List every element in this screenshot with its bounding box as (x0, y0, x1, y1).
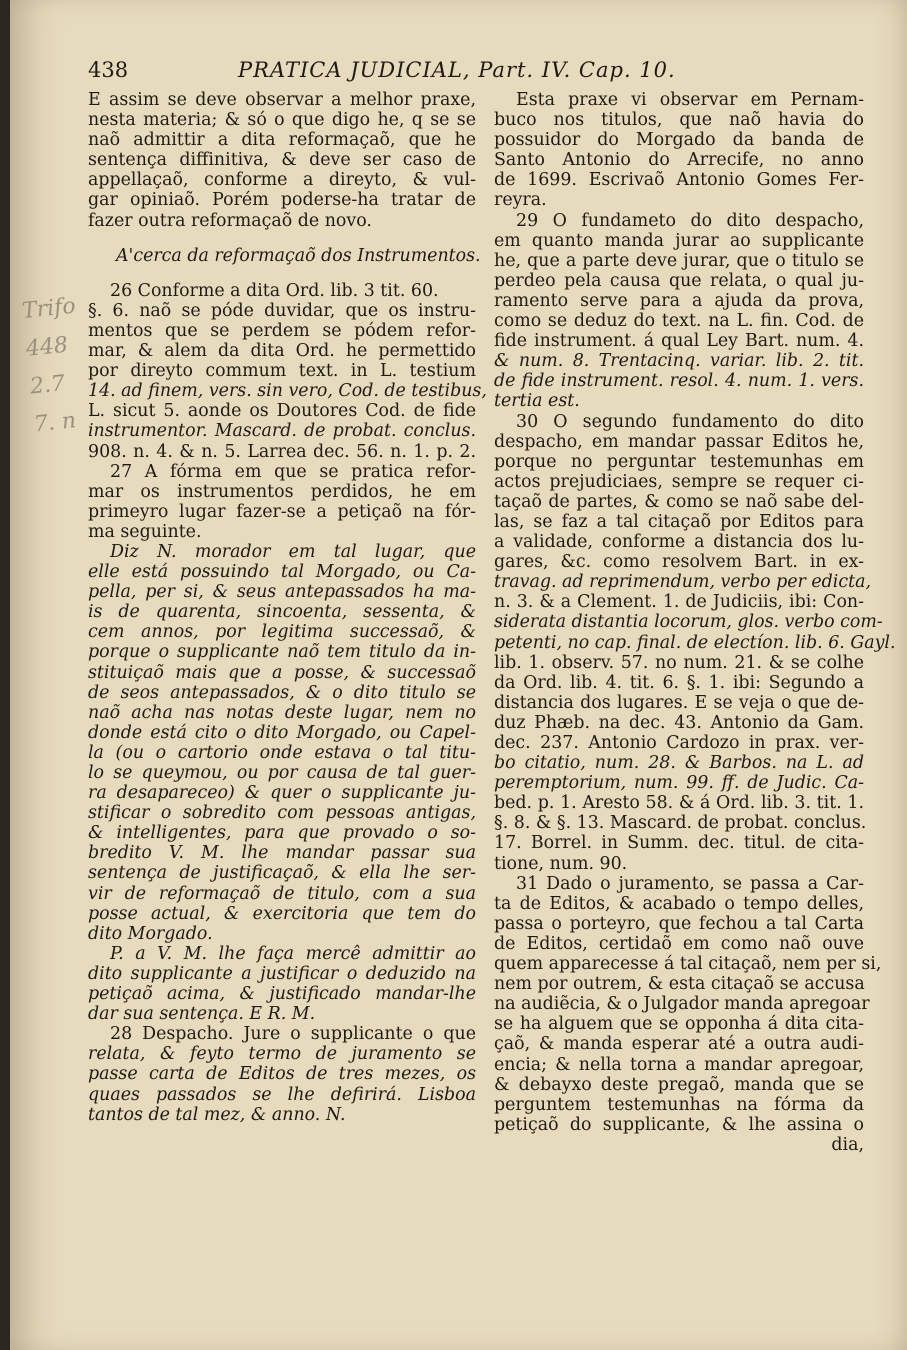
paragraph-gap (88, 231, 476, 246)
text-line: ta de Editos, & acabado o tempo delles, (494, 893, 864, 914)
text-line: 17. Borrel. in Summ. dec. titul. de cita- (494, 833, 864, 854)
text-line: buco nos titulos, que naõ havia do (494, 110, 864, 131)
text-line: 29 O fundameto do dito despacho, (516, 210, 864, 231)
text-line: 31 Dado o juramento, se passa a Car- (516, 873, 864, 894)
text-line: actos prejudiciaes, sempre se requer ci- (494, 471, 864, 492)
text-line: de Editos, certidaõ em como naõ ouve (494, 933, 864, 954)
text-line: petiçaõ acima, & justificado mandar-lhe (88, 984, 476, 1005)
text-line: 27 A fórma em que se pratica refor- (110, 461, 476, 482)
text-line: stituiçaõ mais que a posse, & successaõ (88, 662, 476, 683)
text-line: petiçaõ do supplicante, & lhe assina o (494, 1114, 864, 1135)
text-line: peremptorium, num. 99. ff. de Judic. Ca- (494, 773, 864, 794)
text-line: reyra. (494, 190, 547, 211)
text-line: ramento serve para a ajuda da prova, (494, 290, 864, 311)
text-line: elle está possuindo tal Morgado, ou Ca- (88, 562, 476, 583)
text-line: se ha alguem que se opponha á dita cita- (494, 1014, 864, 1035)
text-line: A'cerca da reformaçaõ dos Instrumentos. (116, 245, 481, 266)
text-line: §. 8. & §. 13. Mascard. de probat. conclus. (494, 813, 867, 834)
text-line: dar sua sentença. E R. M. (88, 1004, 316, 1025)
text-line: dito supplicante a justificar o deduzido na (88, 963, 476, 984)
text-line: de fide instrument. resol. 4. num. 1. vers. (494, 371, 864, 392)
text-line: dia, (831, 1134, 864, 1155)
text-line: he, que a parte deve jurar, que o titulo se (494, 250, 864, 271)
text-line: §. 6. naõ se póde duvidar, que os instru- (88, 300, 476, 321)
text-line: dito Morgado. (88, 923, 213, 944)
text-line: vir de reformaçaõ de titulo, com a sua (88, 883, 476, 904)
text-line: donde está cito o dito Morgado, ou Capel- (88, 722, 476, 743)
text-line: appellaçaõ, conforme a direyto, & vul- (88, 170, 476, 191)
text-line: porque o supplicante naõ tem titulo da in- (88, 642, 476, 663)
text-line: & debayxo deste pregaõ, manda que se (494, 1074, 864, 1095)
margin-note: 7. n (32, 408, 78, 438)
text-line: da Ord. lib. 4. tit. 6. §. 1. ibi: Segundo a (494, 672, 864, 693)
text-line: mar os instrumentos perdidos, he em (88, 481, 476, 502)
margin-note: 448 (24, 332, 70, 362)
text-line: 14. ad finem, vers. sin vero, Cod. de testibus, (88, 381, 487, 402)
text-line: cem annos, por legitima successaõ, & (88, 622, 476, 643)
text-line: 908. n. 4. & n. 5. Larrea dec. 56. n. 1. p. 2. (88, 441, 476, 462)
running-title: PRATICA JUDICIAL, Part. IV. Cap. 10. (238, 58, 676, 82)
text-line: porque no perguntar testemunhas em (494, 451, 864, 472)
text-line: tantos de tal mez, & anno. N. (88, 1104, 346, 1125)
text-line: quem apparecesse á tal citaçaõ, nem per si, (494, 954, 882, 975)
right-text-column (494, 90, 896, 1155)
text-line: posse actual, & exercitoria que tem do (88, 903, 476, 924)
text-line: passa o porteyro, que fechou a tal Carta (494, 913, 864, 934)
text-line: pella, per si, & seus antepassados ha ma- (88, 582, 476, 603)
text-line: perdeo pela causa que relata, o qual ju- (494, 270, 864, 291)
text-line: bed. p. 1. Aresto 58. & á Ord. lib. 3. tit. 1. (494, 793, 864, 814)
text-line: a validade, conforme a distancia dos lu- (494, 532, 864, 553)
text-line: E assim se deve observar a melhor praxe, (88, 90, 476, 110)
text-line: possuidor do Morgado da banda de (494, 130, 864, 151)
text-line: & intelligentes, para que provado o so- (88, 823, 476, 844)
text-line: stificar o sobredito com pessoas antigas, (88, 803, 476, 824)
text-line: naõ admittir a dita reformaçaõ, que he (88, 130, 476, 151)
text-line: despacho, em mandar passar Editos he, (494, 431, 864, 452)
text-line: Esta praxe vi observar em Pernam- (516, 90, 864, 110)
text-line: is de quarenta, sincoenta, sessenta, & (88, 602, 476, 623)
text-line: fazer outra reformaçaõ de novo. (88, 210, 372, 231)
text-line: bredito V. M. lhe mandar passar sua (88, 843, 476, 864)
page-header (88, 58, 868, 88)
text-line: lo se queymou, ou por causa de tal guer- (88, 763, 476, 783)
text-line: siderata distantia locorum, glos. verbo com- (494, 612, 883, 633)
text-line: relata, & feyto termo de juramento se (88, 1044, 476, 1065)
text-line: sentença diffinitiva, & deve ser caso de (88, 150, 476, 171)
text-line: mentos que se perdem se pódem refor- (88, 320, 476, 341)
text-line: primeyro lugar fazer-se a petiçaõ na fór- (88, 501, 476, 522)
text-line: petenti, no cap. final. de electíon. lib. 6. Gayl. (494, 632, 896, 653)
text-line: P. a V. M. lhe faça mercê admittir ao (110, 943, 476, 964)
text-line: passe carta de Editos de tres mezes, os (88, 1064, 476, 1085)
text-line: encia; & nella torna a mandar apregoar, (494, 1054, 864, 1075)
text-line: mar, & alem da dita Ord. he permettido (88, 341, 476, 362)
text-line: sentença de justificaçaõ, & ella lhe ser- (88, 863, 476, 884)
text-line: L. sicut 5. aonde os Doutores Cod. de fide (88, 401, 476, 422)
text-line: instrumentor. Mascard. de probat. conclus. (88, 421, 476, 442)
text-line: nesta materia; & só o que digo he, q se se (88, 110, 476, 131)
text-line: gares, &c. como resolvem Bart. in ex- (494, 552, 864, 573)
text-line: de 1699. Escrivaõ Antonio Gomes Fer- (494, 170, 864, 191)
text-line: distancia dos lugares. E se veja o que de- (494, 692, 864, 713)
text-line: 28 Despacho. Jure o supplicante o que (110, 1024, 476, 1045)
text-line: ma seguinte. (88, 521, 202, 542)
book-page (10, 0, 907, 1350)
text-line: bo citatio, num. 28. & Barbos. na L. ad (494, 753, 864, 774)
paragraph-gap (88, 266, 476, 281)
text-line: nem por outrem, & esta citaçaõ se accusa (494, 974, 865, 995)
text-line: dec. 237. Antonio Cardozo in prax. ver- (494, 733, 864, 753)
text-line: de seos antepassados, & o dito titulo se (88, 682, 476, 703)
text-line: perguntem testemunhas na fórma da (494, 1094, 864, 1115)
text-line: duz Phæb. na dec. 43. Antonio da Gam. (494, 712, 864, 733)
text-line: naõ acha nas notas deste lugar, nem no (88, 702, 476, 723)
left-text-column (88, 90, 487, 1125)
text-line: la (ou o cartorio onde estava o tal titu- (88, 742, 476, 763)
text-line: çaõ, & manda esperar até a outra audi- (494, 1034, 864, 1055)
text-line: Diz N. morador em tal lugar, que (110, 541, 476, 562)
text-line: lib. 1. observ. 57. no num. 21. & se colhe (494, 652, 864, 673)
text-line: Santo Antonio do Arrecife, no anno (494, 150, 864, 171)
margin-note: 2.7 (28, 371, 67, 400)
margin-note: Trifo (20, 293, 77, 325)
text-line: como se deduz do text. na L. fin. Cod. de (494, 311, 864, 332)
text-line: tertia est. (494, 391, 580, 412)
text-line: tione, num. 90. (494, 853, 628, 874)
text-line: quaes passados se lhe defirirá. Lisboa (88, 1084, 476, 1105)
text-line: & num. 8. Trentacinq. variar. lib. 2. tit. (494, 351, 864, 372)
text-line: 26 Conforme a dita Ord. lib. 3 tit. 60. (110, 280, 439, 301)
text-line: ra desapareceo) & quer o supplicante ju- (88, 783, 476, 804)
text-line: gar opiniaõ. Porém poderse-ha tratar de (88, 190, 476, 211)
text-line: na audiẽcia, & o Julgador manda apregoar (494, 994, 870, 1015)
page-number: 438 (88, 58, 129, 82)
text-line: fide instrument. á qual Ley Bart. num. 4. (494, 331, 864, 352)
text-line: em quanto manda jurar ao supplicante (494, 230, 864, 251)
text-line: las, se faz a tal citaçaõ por Editos para (494, 511, 864, 532)
text-line: taçaõ de partes, & como se naõ sabe del- (494, 491, 864, 512)
text-line: por direyto commum text. in L. testium (88, 361, 476, 382)
margin-annotations (20, 288, 89, 445)
text-line: n. 3. & a Clement. 1. de Judiciis, ibi: Con- (494, 592, 864, 613)
text-line: travag. ad reprimendum, verbo per edicta, (494, 572, 871, 593)
text-line: 30 O segundo fundamento do dito (516, 411, 864, 432)
